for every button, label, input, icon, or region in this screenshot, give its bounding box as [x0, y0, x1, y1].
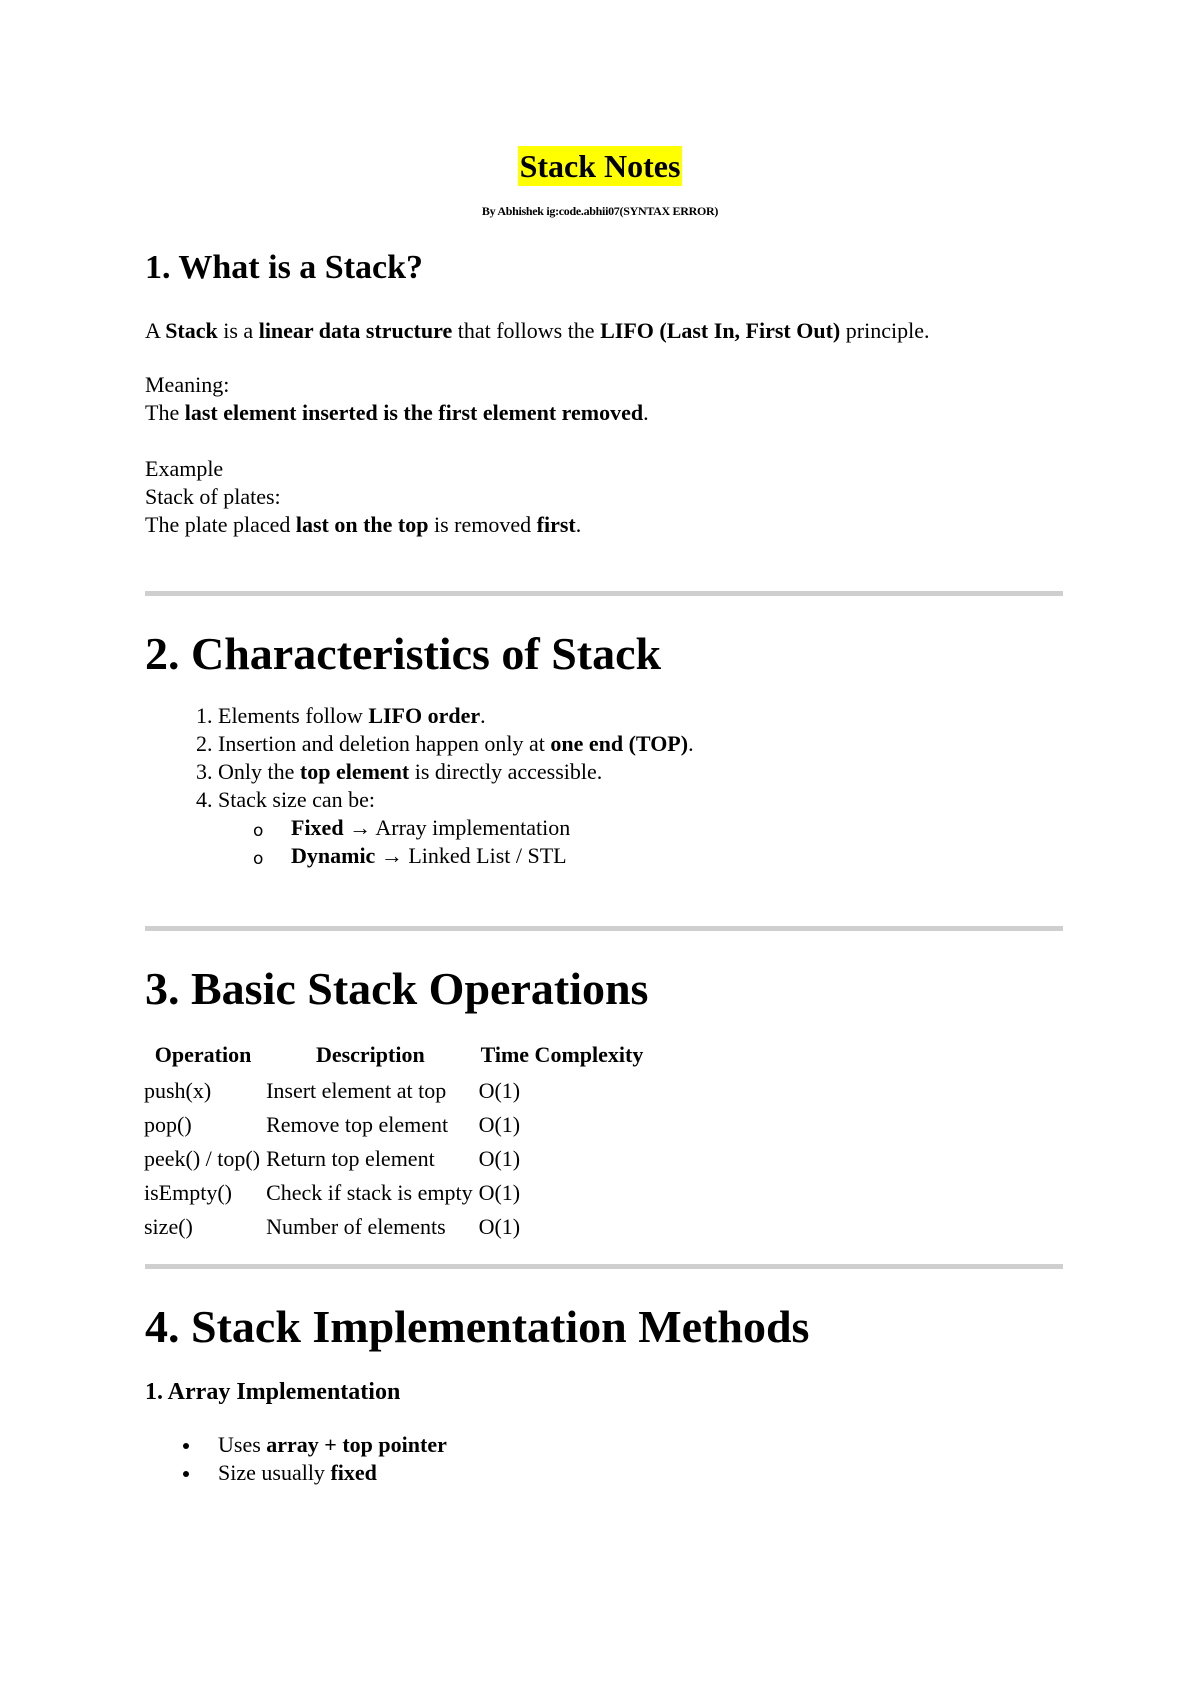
circle-bullet-icon: o	[253, 849, 264, 869]
table-cell: pop()	[144, 1112, 192, 1137]
divider	[145, 591, 1063, 596]
circle-bullet-icon: o	[253, 821, 264, 841]
list-item: 2. Insertion and deletion happen only at one end (TOP).	[218, 730, 1055, 758]
array-implementation-heading: 1. Array Implementation	[145, 1379, 401, 1405]
table-cell: isEmpty()	[144, 1180, 232, 1205]
list-item: 3. Only the top element is directly accessible.	[218, 758, 1055, 786]
table-row	[142, 1108, 647, 1142]
list-item: Size usually fixed	[183, 1459, 1055, 1487]
stack-size-sublist	[218, 814, 1055, 870]
column-header: Operation	[154, 1042, 252, 1067]
meaning-text: The last element inserted is the first element removed.	[145, 400, 649, 425]
example-line-3: The plate placed last on the top is removed first.	[145, 512, 582, 537]
title-block	[145, 0, 1055, 186]
list-item: Uses array + top pointer	[183, 1431, 1055, 1459]
operations-table	[142, 1039, 647, 1244]
characteristics-list	[145, 702, 1055, 870]
divider	[145, 1264, 1063, 1269]
author-byline: By Abhishek ig:code.abhii07(SYNTAX ERROR)	[481, 204, 719, 218]
bullet-icon	[183, 1443, 189, 1449]
sub-list-item: o Fixed → Array implementation	[253, 814, 1055, 842]
table-cell: O(1)	[478, 1112, 521, 1137]
meaning-label: Meaning:	[145, 372, 230, 397]
table-cell: Return top element	[266, 1146, 435, 1171]
table-cell: O(1)	[478, 1180, 521, 1205]
table-cell: peek() / top()	[144, 1146, 261, 1171]
example-line-2: Stack of plates:	[145, 484, 281, 509]
table-row	[142, 1210, 647, 1244]
bullet-icon	[183, 1471, 189, 1477]
table-header-row	[142, 1039, 647, 1074]
section-4-heading: 4. Stack Implementation Methods	[145, 1301, 810, 1352]
section-3-heading: 3. Basic Stack Operations	[145, 963, 649, 1014]
sub-list-item: o Dynamic → Linked List / STL	[253, 842, 1055, 870]
table-cell: O(1)	[478, 1146, 521, 1171]
column-header: Description	[315, 1042, 425, 1067]
table-cell: Insert element at top	[266, 1078, 447, 1103]
table-row	[142, 1142, 647, 1176]
array-implementation-list	[145, 1431, 1055, 1487]
table-cell: O(1)	[478, 1078, 521, 1103]
table-cell: Check if stack is empty	[266, 1180, 473, 1205]
table-row	[142, 1074, 647, 1108]
section-1-heading: 1. What is a Stack?	[145, 249, 424, 286]
table-cell: push(x)	[144, 1078, 212, 1103]
column-header: Time Complexity	[480, 1042, 644, 1067]
table-cell: Remove top element	[266, 1112, 449, 1137]
example-label: Example	[145, 456, 224, 481]
list-item: 1. Elements follow LIFO order.	[218, 702, 1055, 730]
divider	[145, 926, 1063, 931]
section-2-heading: 2. Characteristics of Stack	[145, 628, 662, 679]
table-cell: Number of elements	[266, 1214, 446, 1239]
table-cell: O(1)	[478, 1214, 521, 1239]
stack-definition: A Stack is a linear data structure that follows the LIFO (Last In, First Out) principle.	[145, 318, 930, 343]
list-item: 4. Stack size can be: o Fixed → Array implementation o Dynamic → Linked List / STL	[218, 786, 1055, 870]
document-title: Stack Notes	[519, 148, 681, 184]
table-cell: size()	[144, 1214, 193, 1239]
table-row	[142, 1176, 647, 1210]
